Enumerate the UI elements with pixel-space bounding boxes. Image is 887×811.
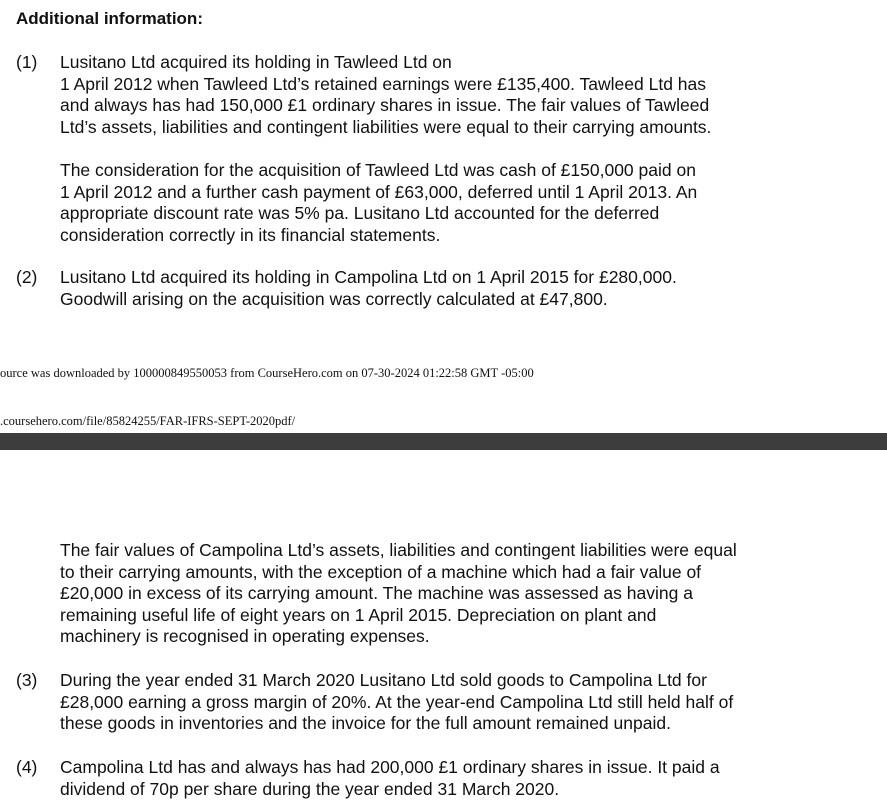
text-line: Campolina Ltd has and always has had 200,000 £1 ordinary shares in issue. It paid a <box>60 757 720 777</box>
text-line: machinery is recognised in operating expenses. <box>60 626 430 646</box>
item-number-4: (4) <box>16 757 38 777</box>
page-heading: Additional information: <box>16 9 203 28</box>
text-line: The consideration for the acquisition of Tawleed Ltd was cash of £150,000 paid on <box>60 160 696 180</box>
item-1-paragraph-2 <box>60 160 790 246</box>
item-number-2: (2) <box>16 267 38 287</box>
text-line: Goodwill arising on the acquisition was correctly calculated at £47,800. <box>60 288 608 309</box>
text-line: these goods in inventories and the invoice for the full amount remained unpaid. <box>60 713 671 733</box>
text-line: £20,000 in excess of its carrying amount. The machine was assessed as having a <box>60 583 693 603</box>
text-line: dividend of 70p per share during the year ended 31 March 2020. <box>60 778 560 799</box>
download-notice: ource was downloaded by 100000849550053 from CourseHero.com on 07-30-2024 01:22:58 GMT -05:00 <box>0 366 534 380</box>
text-line: 1 April 2012 when Tawleed Ltd’s retained earnings were £135,400. Tawleed Ltd has <box>60 73 707 94</box>
item-4-paragraph-1 <box>60 757 790 800</box>
source-url: .coursehero.com/file/85824255/FAR-IFRS-SEPT-2020pdf/ <box>0 414 296 428</box>
text-line: and always has had 150,000 £1 ordinary shares in issue. The fair values of Tawleed <box>60 95 710 115</box>
item-number-1: (1) <box>16 52 38 72</box>
text-line: During the year ended 31 March 2020 Lusitano Ltd sold goods to Campolina Ltd for <box>60 670 707 690</box>
item-1-paragraph-1 <box>60 52 790 138</box>
text-line: £28,000 earning a gross margin of 20%. At the year-end Campolina Ltd still held half of <box>60 691 734 712</box>
item-3-paragraph-1 <box>60 670 790 735</box>
item-2-paragraph-2 <box>60 540 790 648</box>
text-line: consideration correctly in its financial statements. <box>60 224 441 245</box>
text-line: Lusitano Ltd acquired its holding in Campolina Ltd on 1 April 2015 for £280,000. <box>60 267 677 287</box>
text-line: appropriate discount rate was 5% pa. Lusitano Ltd accounted for the deferred <box>60 203 660 223</box>
page-break-bar <box>0 433 887 450</box>
text-line: Lusitano Ltd acquired its holding in Tawleed Ltd on <box>60 52 452 72</box>
item-number-3: (3) <box>16 670 38 690</box>
text-line: The fair values of Campolina Ltd’s assets, liabilities and contingent liabilities were equal <box>60 540 737 560</box>
text-line: Ltd’s assets, liabilities and contingent liabilities were equal to their carrying amounts. <box>60 116 712 137</box>
text-line: to their carrying amounts, with the exception of a machine which had a fair value of <box>60 561 702 582</box>
text-line: remaining useful life of eight years on 1 April 2015. Depreciation on plant and <box>60 604 657 625</box>
text-line: 1 April 2012 and a further cash payment of £63,000, deferred until 1 April 2013. An <box>60 181 698 202</box>
item-2-paragraph-1 <box>60 267 790 310</box>
